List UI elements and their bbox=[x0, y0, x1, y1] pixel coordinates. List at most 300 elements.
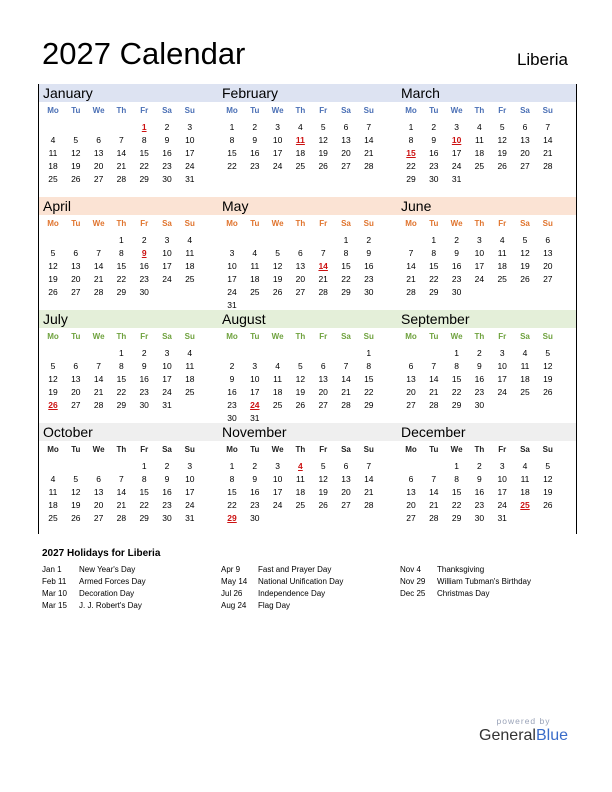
day-cell: 27 bbox=[406, 513, 416, 523]
day-cell: 23 bbox=[250, 500, 260, 510]
day-cell: 6 bbox=[522, 122, 528, 132]
weekday-label: Su bbox=[184, 106, 195, 115]
day-cell: 5 bbox=[320, 122, 326, 132]
weekday-label: Sa bbox=[162, 219, 172, 228]
day-cell: 6 bbox=[96, 135, 101, 145]
day-cell: 28 bbox=[364, 161, 374, 171]
day-cell: 12 bbox=[48, 374, 58, 384]
holiday-date: 15 bbox=[406, 148, 416, 158]
day-cell: 25 bbox=[295, 500, 306, 510]
holiday-date-label: Mar 15 bbox=[42, 601, 67, 610]
day-cell: 27 bbox=[318, 400, 328, 410]
weekday-label: We bbox=[92, 445, 105, 454]
month-march bbox=[397, 84, 576, 196]
weekday-label: We bbox=[92, 106, 105, 115]
day-cell: 5 bbox=[50, 361, 56, 371]
month-name: May bbox=[222, 198, 249, 214]
day-cell: 22 bbox=[139, 500, 149, 510]
day-cell: 16 bbox=[139, 374, 149, 384]
day-cell: 30 bbox=[139, 287, 149, 297]
month-name: September bbox=[401, 311, 470, 327]
day-cell: 1 bbox=[119, 235, 124, 245]
day-cell: 28 bbox=[364, 500, 374, 510]
day-cell: 31 bbox=[185, 513, 195, 523]
day-cell: 19 bbox=[71, 500, 81, 510]
day-cell: 16 bbox=[364, 261, 374, 271]
weekday-label: We bbox=[271, 219, 284, 228]
day-cell: 27 bbox=[93, 513, 104, 523]
day-cell: 21 bbox=[93, 387, 104, 397]
day-cell: 29 bbox=[139, 174, 149, 184]
weekday-label: Th bbox=[116, 219, 127, 228]
weekday-label: Su bbox=[184, 445, 195, 454]
day-cell: 18 bbox=[520, 487, 530, 497]
day-cell: 9 bbox=[252, 474, 258, 484]
day-cell: 24 bbox=[474, 274, 485, 284]
weekday-label: We bbox=[450, 332, 463, 341]
day-cell: 17 bbox=[185, 148, 195, 158]
day-cell: 23 bbox=[364, 274, 374, 284]
weekday-label: Tu bbox=[71, 445, 81, 454]
day-cell: 20 bbox=[71, 274, 81, 284]
weekday-label: Sa bbox=[162, 106, 172, 115]
day-cell: 17 bbox=[474, 261, 485, 271]
day-cell: 31 bbox=[451, 174, 462, 184]
holiday-name: Armed Forces Day bbox=[79, 577, 146, 586]
day-cell: 3 bbox=[454, 122, 459, 132]
day-cell: 19 bbox=[543, 487, 553, 497]
day-cell: 3 bbox=[499, 461, 505, 471]
holiday-date-label: Jan 1 bbox=[42, 565, 62, 574]
weekday-label: We bbox=[92, 219, 105, 228]
day-cell: 22 bbox=[341, 274, 351, 284]
day-cell: 4 bbox=[252, 248, 258, 258]
weekday-label: Mo bbox=[226, 219, 238, 228]
month-header bbox=[218, 197, 397, 215]
month-name: June bbox=[401, 198, 432, 214]
weekday-label: Fr bbox=[319, 219, 328, 228]
day-cell: 4 bbox=[275, 361, 280, 371]
holidays-title: 2027 Holidays for Liberia bbox=[42, 548, 161, 559]
day-cell: 27 bbox=[406, 400, 416, 410]
day-cell: 11 bbox=[185, 361, 195, 371]
day-cell: 16 bbox=[451, 261, 462, 271]
day-cell: 3 bbox=[275, 122, 280, 132]
weekday-label: Tu bbox=[429, 332, 439, 341]
day-cell: 21 bbox=[93, 274, 104, 284]
day-cell: 28 bbox=[116, 174, 127, 184]
day-cell: 26 bbox=[295, 400, 306, 410]
weekday-label: Sa bbox=[341, 445, 351, 454]
day-cell: 19 bbox=[295, 387, 306, 397]
holiday-name: Christmas Day bbox=[437, 589, 490, 598]
weekday-label: Th bbox=[474, 219, 485, 228]
weekday-label: Sa bbox=[341, 106, 351, 115]
weekday-label: Th bbox=[474, 106, 485, 115]
day-cell: 9 bbox=[164, 474, 170, 484]
day-cell: 12 bbox=[48, 261, 58, 271]
holiday-row bbox=[221, 576, 343, 588]
day-cell: 26 bbox=[318, 500, 328, 510]
day-cell: 11 bbox=[474, 135, 484, 145]
day-cell: 8 bbox=[408, 135, 414, 145]
month-august bbox=[218, 310, 397, 422]
day-cell: 3 bbox=[499, 348, 505, 358]
day-cell: 6 bbox=[343, 461, 349, 471]
day-cell: 13 bbox=[520, 135, 530, 145]
holiday-row bbox=[400, 564, 531, 576]
holiday-date: 9 bbox=[141, 248, 147, 258]
day-cell: 29 bbox=[429, 287, 439, 297]
month-april bbox=[39, 197, 218, 309]
day-cell: 16 bbox=[139, 261, 149, 271]
holiday-row bbox=[42, 600, 146, 612]
day-cell: 9 bbox=[366, 248, 372, 258]
day-cell: 15 bbox=[227, 487, 237, 497]
weekday-label: Fr bbox=[498, 445, 507, 454]
brand-logo[interactable] bbox=[479, 716, 568, 746]
weekday-label: Fr bbox=[498, 219, 507, 228]
day-cell: 31 bbox=[162, 400, 172, 410]
holiday-date: 14 bbox=[318, 261, 328, 271]
day-cell: 2 bbox=[164, 461, 170, 471]
day-cell: 21 bbox=[364, 148, 374, 158]
day-cell: 11 bbox=[520, 361, 530, 371]
holiday-row bbox=[221, 564, 343, 576]
day-cell: 24 bbox=[451, 161, 462, 171]
day-cell: 25 bbox=[185, 387, 195, 397]
weekday-label: Fr bbox=[319, 106, 328, 115]
weekday-label: Su bbox=[184, 332, 195, 341]
day-cell: 8 bbox=[454, 474, 459, 484]
weekday-label: Th bbox=[116, 106, 127, 115]
day-cell: 25 bbox=[48, 513, 58, 523]
calendar-grid bbox=[38, 84, 577, 534]
day-cell: 1 bbox=[408, 122, 414, 132]
day-cell: 24 bbox=[272, 161, 283, 171]
month-name: February bbox=[222, 85, 279, 101]
day-cell: 8 bbox=[431, 248, 437, 258]
day-cell: 15 bbox=[227, 148, 237, 158]
day-cell: 11 bbox=[250, 261, 260, 271]
day-cell: 21 bbox=[406, 274, 416, 284]
day-cell: 21 bbox=[543, 148, 553, 158]
day-cell: 11 bbox=[520, 474, 530, 484]
day-cell: 29 bbox=[116, 400, 127, 410]
day-cell: 7 bbox=[320, 248, 326, 258]
day-cell: 2 bbox=[477, 461, 482, 471]
weekday-label: Sa bbox=[520, 106, 530, 115]
day-cell: 12 bbox=[497, 135, 507, 145]
day-cell: 18 bbox=[474, 148, 485, 158]
day-cell: 5 bbox=[298, 361, 303, 371]
day-cell: 31 bbox=[250, 413, 260, 423]
weekday-label: We bbox=[450, 219, 463, 228]
day-cell: 14 bbox=[116, 148, 127, 158]
weekday-label: Fr bbox=[140, 219, 149, 228]
weekday-label: Fr bbox=[319, 332, 328, 341]
day-cell: 13 bbox=[71, 261, 81, 271]
day-cell: 10 bbox=[227, 261, 237, 271]
day-cell: 28 bbox=[406, 287, 416, 297]
holiday-name: Thanksgiving bbox=[437, 565, 485, 574]
country-name: Liberia bbox=[516, 50, 568, 69]
month-june bbox=[397, 197, 576, 309]
day-cell: 19 bbox=[497, 148, 507, 158]
day-cell: 1 bbox=[366, 348, 372, 358]
day-cell: 25 bbox=[295, 161, 306, 171]
day-cell: 9 bbox=[141, 361, 147, 371]
day-cell: 13 bbox=[93, 148, 104, 158]
month-name: April bbox=[43, 198, 72, 214]
day-cell: 10 bbox=[162, 361, 172, 371]
holiday-name: New Year's Day bbox=[79, 565, 136, 574]
day-cell: 17 bbox=[250, 387, 260, 397]
holiday-date: 1 bbox=[141, 122, 147, 132]
weekday-label: Th bbox=[295, 445, 306, 454]
day-cell: 25 bbox=[48, 174, 58, 184]
day-cell: 4 bbox=[187, 235, 193, 245]
day-cell: 24 bbox=[497, 500, 507, 510]
day-cell: 17 bbox=[185, 487, 195, 497]
weekday-label: Sa bbox=[520, 219, 530, 228]
day-cell: 26 bbox=[318, 161, 328, 171]
day-cell: 23 bbox=[474, 387, 485, 397]
holiday-row bbox=[42, 576, 146, 588]
day-cell: 3 bbox=[164, 348, 170, 358]
month-july bbox=[39, 310, 218, 422]
day-cell: 22 bbox=[139, 161, 149, 171]
day-cell: 8 bbox=[366, 361, 372, 371]
day-cell: 17 bbox=[162, 374, 172, 384]
day-cell: 15 bbox=[139, 148, 149, 158]
holiday-column bbox=[400, 564, 531, 600]
weekday-label: Su bbox=[363, 219, 374, 228]
weekday-label: Mo bbox=[47, 445, 59, 454]
weekday-label: Tu bbox=[429, 219, 439, 228]
day-cell: 5 bbox=[545, 348, 551, 358]
day-cell: 18 bbox=[295, 148, 306, 158]
weekday-label: Sa bbox=[520, 332, 530, 341]
day-cell: 2 bbox=[164, 122, 170, 132]
day-cell: 21 bbox=[364, 487, 374, 497]
day-cell: 17 bbox=[162, 261, 172, 271]
day-cell: 10 bbox=[474, 248, 485, 258]
day-cell: 22 bbox=[364, 387, 374, 397]
weekday-label: Mo bbox=[405, 219, 417, 228]
day-cell: 6 bbox=[320, 361, 326, 371]
weekday-label: Su bbox=[184, 219, 195, 228]
weekday-label: Tu bbox=[71, 219, 81, 228]
day-cell: 28 bbox=[93, 400, 104, 410]
holiday-date: 25 bbox=[520, 500, 530, 510]
day-cell: 29 bbox=[451, 513, 462, 523]
weekday-label: Su bbox=[363, 332, 374, 341]
day-cell: 30 bbox=[227, 413, 237, 423]
day-cell: 3 bbox=[187, 122, 193, 132]
day-cell: 7 bbox=[96, 361, 101, 371]
day-cell: 29 bbox=[116, 287, 127, 297]
day-cell: 17 bbox=[272, 148, 283, 158]
day-cell: 20 bbox=[406, 387, 416, 397]
brand-blue: Blue bbox=[535, 727, 568, 744]
day-cell: 14 bbox=[93, 374, 104, 384]
day-cell: 28 bbox=[116, 513, 127, 523]
month-february bbox=[218, 84, 397, 196]
day-cell: 27 bbox=[71, 287, 81, 297]
day-cell: 28 bbox=[429, 513, 439, 523]
day-cell: 20 bbox=[341, 148, 351, 158]
day-cell: 7 bbox=[431, 474, 437, 484]
weekday-label: Th bbox=[474, 332, 485, 341]
page-title: 2027 Calendar bbox=[42, 36, 246, 71]
weekday-label: Mo bbox=[405, 332, 417, 341]
day-cell: 12 bbox=[71, 487, 81, 497]
day-cell: 13 bbox=[93, 487, 104, 497]
day-cell: 3 bbox=[252, 361, 258, 371]
day-cell: 7 bbox=[343, 361, 349, 371]
day-cell: 9 bbox=[454, 248, 459, 258]
month-name: January bbox=[43, 85, 93, 101]
day-cell: 2 bbox=[141, 235, 147, 245]
day-cell: 1 bbox=[454, 461, 459, 471]
day-cell: 29 bbox=[341, 287, 351, 297]
day-cell: 13 bbox=[295, 261, 306, 271]
day-cell: 1 bbox=[141, 461, 147, 471]
day-cell: 8 bbox=[343, 248, 349, 258]
weekday-label: Fr bbox=[319, 445, 328, 454]
month-header bbox=[397, 197, 576, 215]
month-header bbox=[397, 310, 576, 328]
day-cell: 6 bbox=[73, 361, 79, 371]
day-cell: 30 bbox=[162, 513, 172, 523]
day-cell: 30 bbox=[474, 400, 485, 410]
day-cell: 15 bbox=[364, 374, 374, 384]
day-cell: 30 bbox=[474, 513, 485, 523]
day-cell: 26 bbox=[48, 287, 58, 297]
day-cell: 12 bbox=[318, 474, 328, 484]
holiday-name: William Tubman's Birthday bbox=[437, 577, 531, 586]
day-cell: 20 bbox=[318, 387, 328, 397]
holiday-name: Independence Day bbox=[258, 589, 326, 598]
day-cell: 26 bbox=[71, 174, 81, 184]
day-cell: 11 bbox=[48, 487, 58, 497]
day-cell: 14 bbox=[429, 374, 439, 384]
day-cell: 26 bbox=[497, 161, 507, 171]
generalblue-wordmark bbox=[479, 726, 568, 746]
day-cell: 19 bbox=[48, 387, 58, 397]
day-cell: 18 bbox=[295, 487, 306, 497]
day-cell: 12 bbox=[71, 148, 81, 158]
weekday-label: Fr bbox=[498, 332, 507, 341]
day-cell: 23 bbox=[162, 500, 172, 510]
day-cell: 19 bbox=[543, 374, 553, 384]
day-cell: 26 bbox=[543, 387, 553, 397]
day-cell: 27 bbox=[93, 174, 104, 184]
powered-by-text: powered by bbox=[496, 716, 551, 726]
day-cell: 27 bbox=[295, 287, 306, 297]
month-october bbox=[39, 423, 218, 535]
day-cell: 12 bbox=[520, 248, 530, 258]
day-cell: 2 bbox=[252, 122, 258, 132]
day-cell: 23 bbox=[451, 274, 462, 284]
day-cell: 14 bbox=[543, 135, 553, 145]
weekday-label: Th bbox=[116, 445, 127, 454]
weekday-label: We bbox=[271, 445, 284, 454]
day-cell: 21 bbox=[429, 387, 439, 397]
holiday-name: J. J. Robert's Day bbox=[79, 601, 142, 610]
holiday-row bbox=[42, 564, 146, 576]
month-header bbox=[397, 423, 576, 441]
day-cell: 20 bbox=[93, 161, 104, 171]
weekday-label: Tu bbox=[250, 332, 260, 341]
month-header bbox=[218, 84, 397, 102]
weekday-label: We bbox=[450, 106, 463, 115]
day-cell: 11 bbox=[48, 148, 58, 158]
day-cell: 6 bbox=[73, 248, 79, 258]
day-cell: 14 bbox=[364, 135, 374, 145]
day-cell: 22 bbox=[227, 161, 237, 171]
weekday-label: Th bbox=[295, 332, 306, 341]
day-cell: 1 bbox=[431, 235, 437, 245]
day-cell: 8 bbox=[229, 474, 235, 484]
weekday-label: Mo bbox=[226, 332, 238, 341]
holiday-date: 4 bbox=[298, 461, 303, 471]
day-cell: 11 bbox=[185, 248, 195, 258]
holiday-date-label: Apr 9 bbox=[221, 565, 241, 574]
day-cell: 19 bbox=[272, 274, 283, 284]
day-cell: 6 bbox=[408, 474, 414, 484]
weekday-label: Th bbox=[116, 332, 127, 341]
day-cell: 17 bbox=[497, 487, 507, 497]
day-cell: 20 bbox=[543, 261, 553, 271]
day-cell: 27 bbox=[71, 400, 81, 410]
weekday-label: Su bbox=[542, 106, 553, 115]
day-cell: 27 bbox=[520, 161, 530, 171]
holiday-date-label: Mar 10 bbox=[42, 589, 67, 598]
month-header bbox=[39, 310, 218, 328]
day-cell: 30 bbox=[364, 287, 374, 297]
weekday-label: We bbox=[271, 332, 284, 341]
weekday-label: Tu bbox=[429, 445, 439, 454]
day-cell: 15 bbox=[451, 374, 462, 384]
day-cell: 17 bbox=[272, 487, 283, 497]
day-cell: 28 bbox=[429, 400, 439, 410]
day-cell: 20 bbox=[295, 274, 306, 284]
holiday-date-label: May 14 bbox=[221, 577, 248, 586]
weekday-label: Sa bbox=[341, 332, 351, 341]
day-cell: 2 bbox=[366, 235, 372, 245]
day-cell: 22 bbox=[451, 387, 462, 397]
day-cell: 5 bbox=[499, 122, 505, 132]
day-cell: 2 bbox=[229, 361, 235, 371]
day-cell: 17 bbox=[227, 274, 237, 284]
day-cell: 1 bbox=[229, 122, 235, 132]
weekday-label: Su bbox=[363, 106, 374, 115]
weekday-label: Su bbox=[542, 219, 553, 228]
weekday-label: Mo bbox=[226, 445, 238, 454]
day-cell: 30 bbox=[162, 174, 172, 184]
day-cell: 5 bbox=[73, 474, 79, 484]
day-cell: 20 bbox=[406, 500, 416, 510]
day-cell: 22 bbox=[451, 500, 462, 510]
holiday-row bbox=[400, 576, 531, 588]
month-header bbox=[39, 197, 218, 215]
day-cell: 9 bbox=[229, 374, 235, 384]
day-cell: 7 bbox=[366, 122, 372, 132]
weekday-label: Mo bbox=[47, 332, 59, 341]
day-cell: 8 bbox=[229, 135, 235, 145]
